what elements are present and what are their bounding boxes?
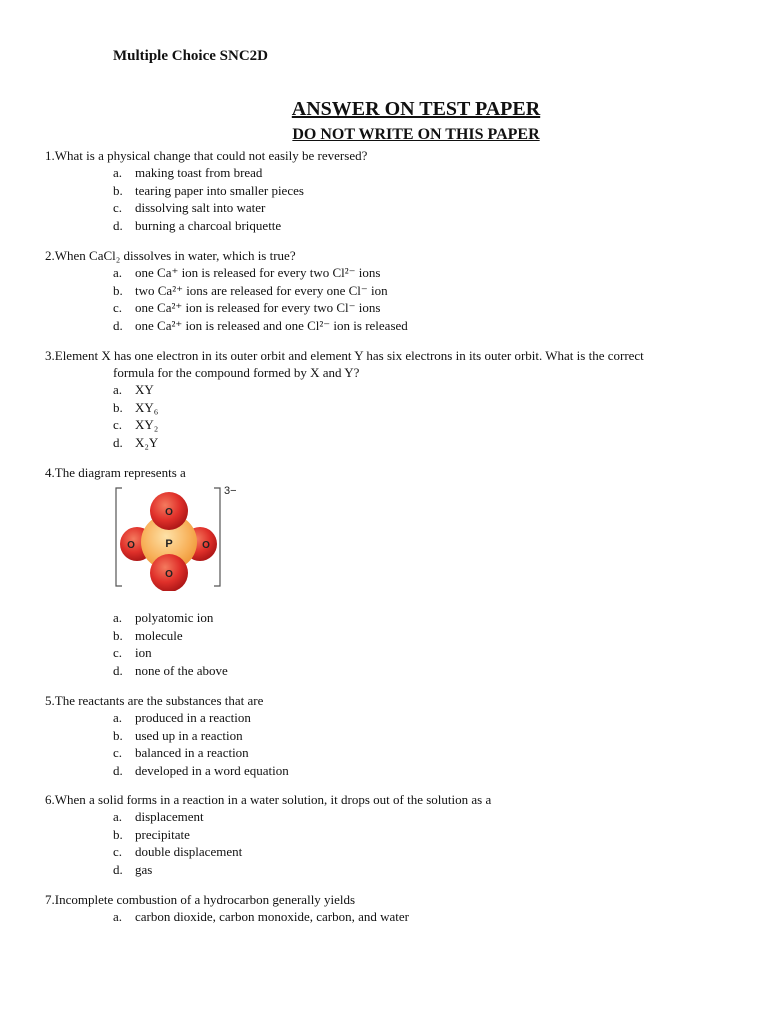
option-a: a. polyatomic ion [113,610,214,625]
options-list [45,609,725,679]
options-list [45,264,725,334]
option-b: b. two Ca²⁺ ions are released for every one Cl⁻ ion [113,282,388,298]
question-1 [45,147,725,234]
question-text: When CaCl₂ dissolves in water, which is true? [54,248,296,263]
question-text: The reactants are the substances that are [54,693,264,708]
question-text: Element X has one electron in its outer orbit and element Y has six electrons in its outer orbit. What is the correct [54,348,644,363]
question-2 [45,247,725,334]
option-a: a. XY [113,382,154,397]
page-subtitle: DO NOT WRITE ON THIS PAPER [292,126,540,143]
option-d: d. gas [113,861,153,877]
option-c: c. balanced in a reaction [113,745,249,760]
question-text: What is a physical change that could not easily be reversed? [54,148,368,163]
option-a: a. making toast from bread [113,165,263,180]
left-bracket [116,488,122,586]
oxygen-label-left: O [127,540,135,551]
question-text: Incomplete combustion of a hydrocarbon generally yields [54,892,356,907]
option-b: b. XY₆ [113,399,159,415]
oxygen-label-bottom: O [165,569,173,580]
options-list [45,908,725,926]
question-number: 6. [45,792,55,807]
option-c: c. ion [113,645,152,660]
option-d: d. developed in a word equation [113,762,289,778]
option-c: c. dissolving salt into water [113,200,266,215]
question-6 [45,791,725,878]
phosphate-ion-diagram [112,486,252,591]
option-b: b. molecule [113,627,183,643]
option-d: d. none of the above [113,662,228,678]
option-a: a. produced in a reaction [113,710,251,725]
option-b: b. tearing paper into smaller pieces [113,182,304,198]
question-5 [45,692,725,779]
option-c: c. XY₂ [113,417,159,432]
option-c: c. one Ca²⁺ ion is released for every two Cl⁻ ions [113,300,381,315]
question-7 [45,891,725,926]
charge-label: 3− [224,486,237,497]
question-text: When a solid forms in a reaction in a water solution, it drops out of the solution as a [54,792,492,807]
option-d: d. X₂Y [113,434,159,450]
question-number: 7. [45,892,55,907]
question-4-options [45,609,725,679]
question-number: 2. [45,248,55,263]
option-c: c. double displacement [113,844,243,859]
question-number: 4. [45,465,55,480]
options-list [45,709,725,779]
question-number: 5. [45,693,55,708]
question-number: 1. [45,148,55,163]
oxygen-label-right: O [202,540,210,551]
question-4 [45,464,725,481]
page-title: ANSWER ON TEST PAPER [291,98,541,120]
question-3 [45,347,725,451]
option-b: b. precipitate [113,826,190,842]
course-code: Multiple Choice SNC2D [113,48,268,64]
question-number: 3. [45,348,55,363]
option-a: a. displacement [113,809,204,824]
options-list [45,808,725,878]
option-a: a. one Ca⁺ ion is released for every two Cl²⁻ ions [113,265,381,280]
option-b: b. used up in a reaction [113,727,243,743]
question-text-continued: formula for the compound formed by X and Y? [113,365,360,380]
option-d: d. burning a charcoal briquette [113,217,282,233]
phosphorus-label: P [165,538,173,550]
options-list [45,164,725,234]
oxygen-label-top: O [165,507,173,518]
question-text: The diagram represents a [54,465,186,480]
option-d: d. one Ca²⁺ ion is released and one Cl²⁻ ion is released [113,317,408,333]
options-list [45,381,725,451]
option-a: a. carbon dioxide, carbon monoxide, carbon, and water [113,909,409,924]
